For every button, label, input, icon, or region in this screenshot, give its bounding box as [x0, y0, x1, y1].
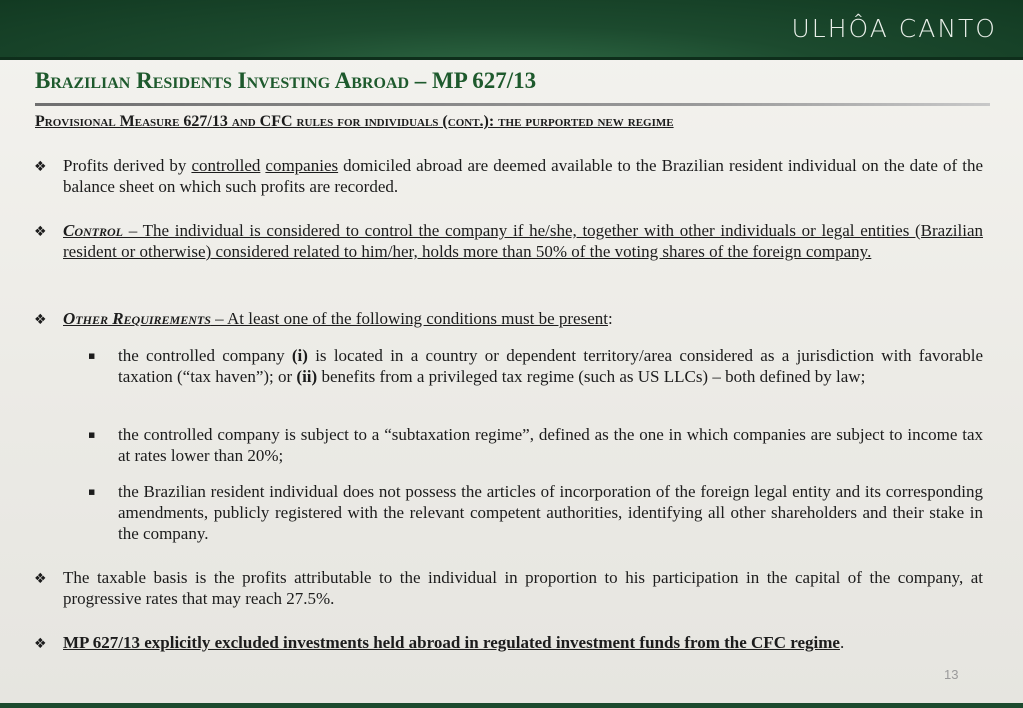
- bullet-text: – At least one of the following conditions must be present: [210, 309, 608, 328]
- bullet-text: domiciled abroad are deemed available to the Brazilian resident individual on the date of the balance sheet on which such profits are recorded.: [63, 156, 983, 196]
- diamond-bullet-icon: ❖: [34, 224, 47, 240]
- page-number: 13: [944, 667, 959, 682]
- companies-term: companies: [265, 156, 339, 175]
- bullet-text: – The individual is considered to control the company if he/she, together with other individuals or legal entities (Brazilian resident or otherwise) considered related to him/her, holds more than 50% of the voting shares of the foreign company.: [63, 221, 983, 261]
- bullet-taxable-basis: ❖ The taxable basis is the profits attributable to the individual in proportion to his participation in the capital of the company, at progressive rates that may reach 27.5%.: [34, 568, 983, 608]
- bullet-profits: [0, 155, 1023, 197]
- bullet-other-requirements: ❖ Other Requirements – At least one of the following conditions must be present:: [0, 308, 1023, 329]
- bullet-funds-exclusion: ❖ MP 627/13 explicitly excluded investments held abroad in regulated investment funds from the CFC regime.: [0, 632, 1023, 653]
- bullet-control: [0, 220, 1023, 262]
- diamond-bullet-icon: ❖: [34, 571, 47, 587]
- slide-subtitle: Provisional Measure 627/13 and CFC rules for individuals (cont.): the purported new regime: [35, 113, 674, 130]
- square-bullet-icon: ▪: [88, 485, 96, 498]
- control-label: Control: [63, 221, 124, 240]
- sub-bullet-tax-haven: ▪ the controlled company (i) is located in a country or dependent territory/area considered as a jurisdiction with favorable taxation (“tax haven”); or (ii) benefits from a privileged tax regime (such as US LLCs) – both defined by law;: [88, 346, 983, 386]
- diamond-bullet-icon: ❖: [34, 636, 47, 652]
- controlled-term: controlled: [191, 156, 261, 175]
- sub-bullet-subtaxation: ▪ the controlled company is subject to a “subtaxation regime”, defined as the one in which companies are subject to income tax at rates lower than 20%;: [88, 425, 983, 465]
- sub-bullet-articles: ▪ the Brazilian resident individual does not possess the articles of incorporation of the foreign legal entity and its corresponding amendments, publicly registered with the relevant competent authorities, identifying all other shareholders and their stake in the company.: [88, 482, 983, 543]
- bullet-text: Profits derived by: [63, 156, 192, 175]
- requirements-label: Other Requirements: [63, 309, 211, 328]
- slide-title: Brazilian Residents Investing Abroad – MP 627/13: [35, 68, 537, 93]
- diamond-bullet-icon: ❖: [34, 312, 47, 328]
- footer-band: [0, 703, 1023, 708]
- square-bullet-icon: ▪: [88, 349, 96, 362]
- company-logo: ULHÔA CANTO: [791, 14, 997, 43]
- header-band: [0, 0, 1023, 60]
- title-divider: [35, 103, 990, 106]
- diamond-bullet-icon: ❖: [34, 159, 47, 175]
- square-bullet-icon: ▪: [88, 428, 96, 441]
